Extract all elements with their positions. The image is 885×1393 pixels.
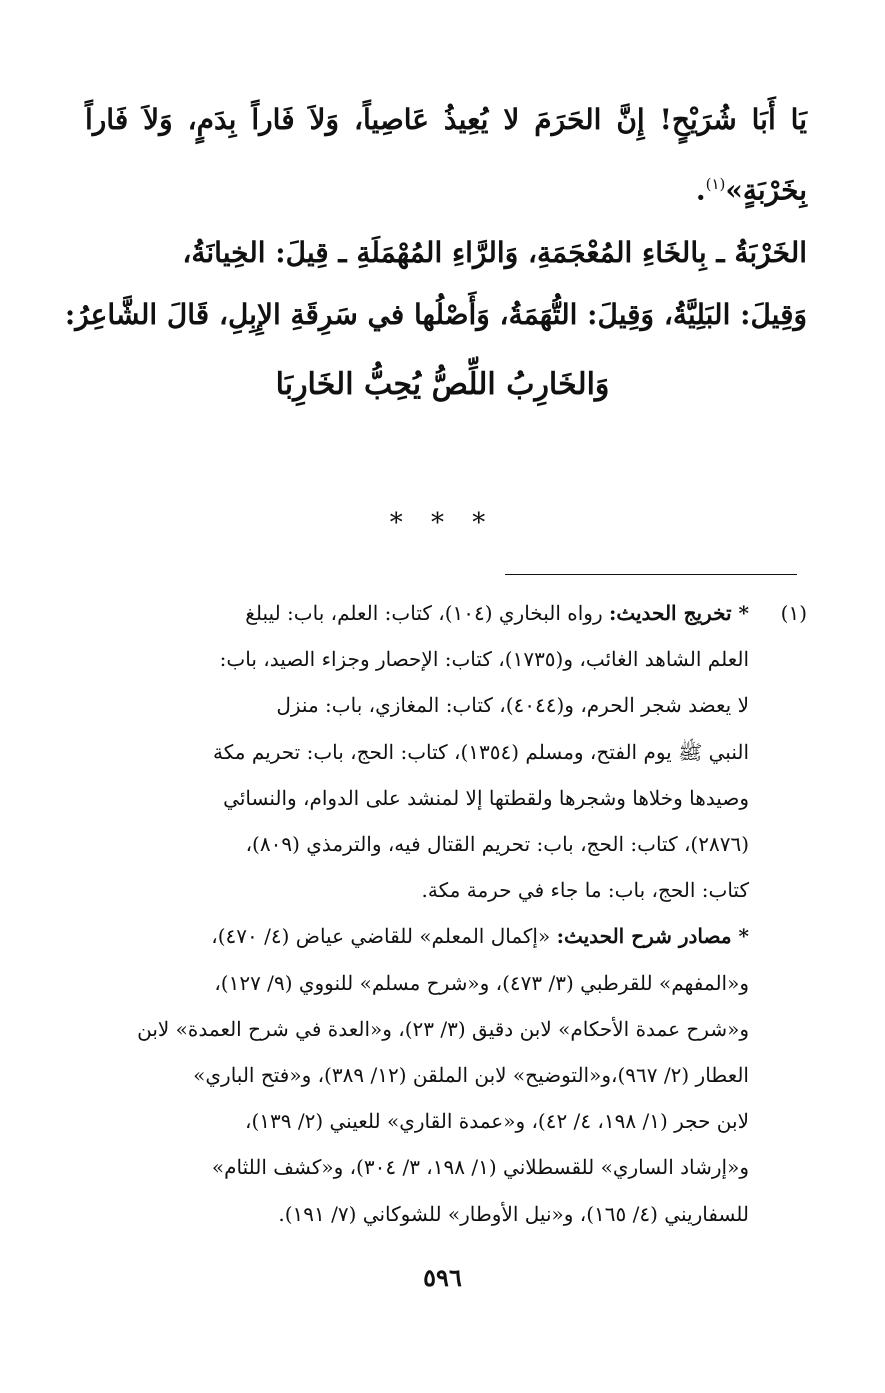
poetry-verse: وَالخَارِبُ اللِّصُّ يُحِبُّ الخَارِبَا <box>275 367 610 402</box>
footnotes <box>85 590 807 1237</box>
explanation-line-1: الخَرْبَةُ ـ بِالخَاءِ المُعْجَمَةِ، وَالرَّاءِ المُهْمَلَةِ ـ قِيلَ: الخِيانَةُ، <box>182 236 807 269</box>
hadith-line-2-text: بِخَرْبَةٍ» <box>725 173 807 207</box>
footnote-text: رواه البخاري (١٠٤)، كتاب: العلم، باب: ليبلغ <box>245 601 609 625</box>
hadith-line-2-end: . <box>695 173 706 207</box>
footnote-text: و«المفهم» للقرطبي (٣/ ٤٧٣)، و«شرح مسلم» للنووي (٩/ ١٢٧)، <box>214 970 749 995</box>
footnote-line <box>85 636 749 682</box>
footnote-line <box>85 682 749 728</box>
footnote-line <box>85 913 749 959</box>
footnote-line <box>85 1191 749 1237</box>
footnote-text: لابن حجر (١/ ١٩٨، ٤/ ٤٢)، و«عمدة القاري» للعيني (٢/ ١٣٩)، <box>244 1109 749 1134</box>
footnote-text: و«إرشاد الساري» للقسطلاني (١/ ١٩٨، ٣/ ٣٠٤)، و«كشف اللثام» <box>211 1155 749 1180</box>
explanation-paragraph <box>64 222 807 346</box>
footnote-line <box>85 729 749 775</box>
hadith-line-2 <box>85 152 807 222</box>
hadith-text <box>85 88 807 222</box>
footnote-line <box>85 1144 749 1190</box>
footnote-line <box>85 867 749 913</box>
footnote-line <box>85 1098 749 1144</box>
footnote-reference[interactable]: (١) <box>705 175 726 193</box>
footnote-divider <box>505 574 797 575</box>
footnote-line <box>85 821 749 867</box>
footnote-text: لا يعضد شجر الحرم، و(٤٠٤٤)، كتاب: المغازي، باب: منزل <box>276 693 749 718</box>
footnote-text: العلم الشاهد الغائب، و(١٧٣٥)، كتاب: الإحصار وجزاء الصيد، باب: <box>219 647 749 672</box>
footnote-text: النبي ﷺ يوم الفتح، ومسلم (١٣٥٤)، كتاب: الحج، باب: تحريم مكة <box>213 739 749 764</box>
hadith-line-1: يَا أَبَا شُرَيْحٍ! إِنَّ الحَرَمَ لا يُعِيذُ عَاصِياً، وَلاَ فَاراً بِدَمٍ، وَلاَ فَاراً <box>85 103 807 136</box>
section-separator: * * * <box>389 508 496 538</box>
footnote-text: العطار (٢/ ٩٦٧)،و«التوضيح» لابن الملقن (١٢/ ٣٨٩)، و«فتح الباري» <box>193 1063 749 1088</box>
page-number: ٥٩٦ <box>423 1263 462 1292</box>
footnote-text: و«شرح عمدة الأحكام» لابن دقيق (٣/ ٢٣)، و«العدة في شرح العمدة» لابن <box>137 1016 749 1041</box>
footnote-line <box>85 590 749 636</box>
footnote-line <box>85 1052 749 1098</box>
footnote-number: (١) <box>780 601 807 625</box>
footnote-text: للسفاريني (٤/ ١٦٥)، و«نيل الأوطار» للشوكاني (٧/ ١٩١). <box>278 1201 749 1226</box>
explanation-line-2: وَقِيلَ: البَلِيَّةُ، وَقِيلَ: التُّهَمَةُ، وَأَصْلُها في سَرِقَةِ الإِبِلِ، قَالَ الشَّاعِرُ: <box>64 298 807 331</box>
footnote-line <box>85 775 749 821</box>
footnote-body <box>85 590 749 1237</box>
footnote-text: كتاب: الحج، باب: ما جاء في حرمة مكة. <box>421 878 749 903</box>
footnote-line <box>85 1006 749 1052</box>
footnote-line <box>85 960 749 1006</box>
footnote-text: (٢٨٧٦)، كتاب: الحج، باب: تحريم القتال فيه، والترمذي (٨٠٩)، <box>245 832 749 857</box>
footnote-heading: * مصادر شرح الحديث: <box>556 924 749 949</box>
footnote-heading: * تخريج الحديث: <box>608 601 749 625</box>
footnote-text: «إكمال المعلم» للقاضي عياض (٤/ ٤٧٠)، <box>211 924 557 949</box>
footnote-text: وصيدها وخلاها وشجرها ولقطتها إلا لمنشد على الدوام، والنسائي <box>223 785 749 810</box>
